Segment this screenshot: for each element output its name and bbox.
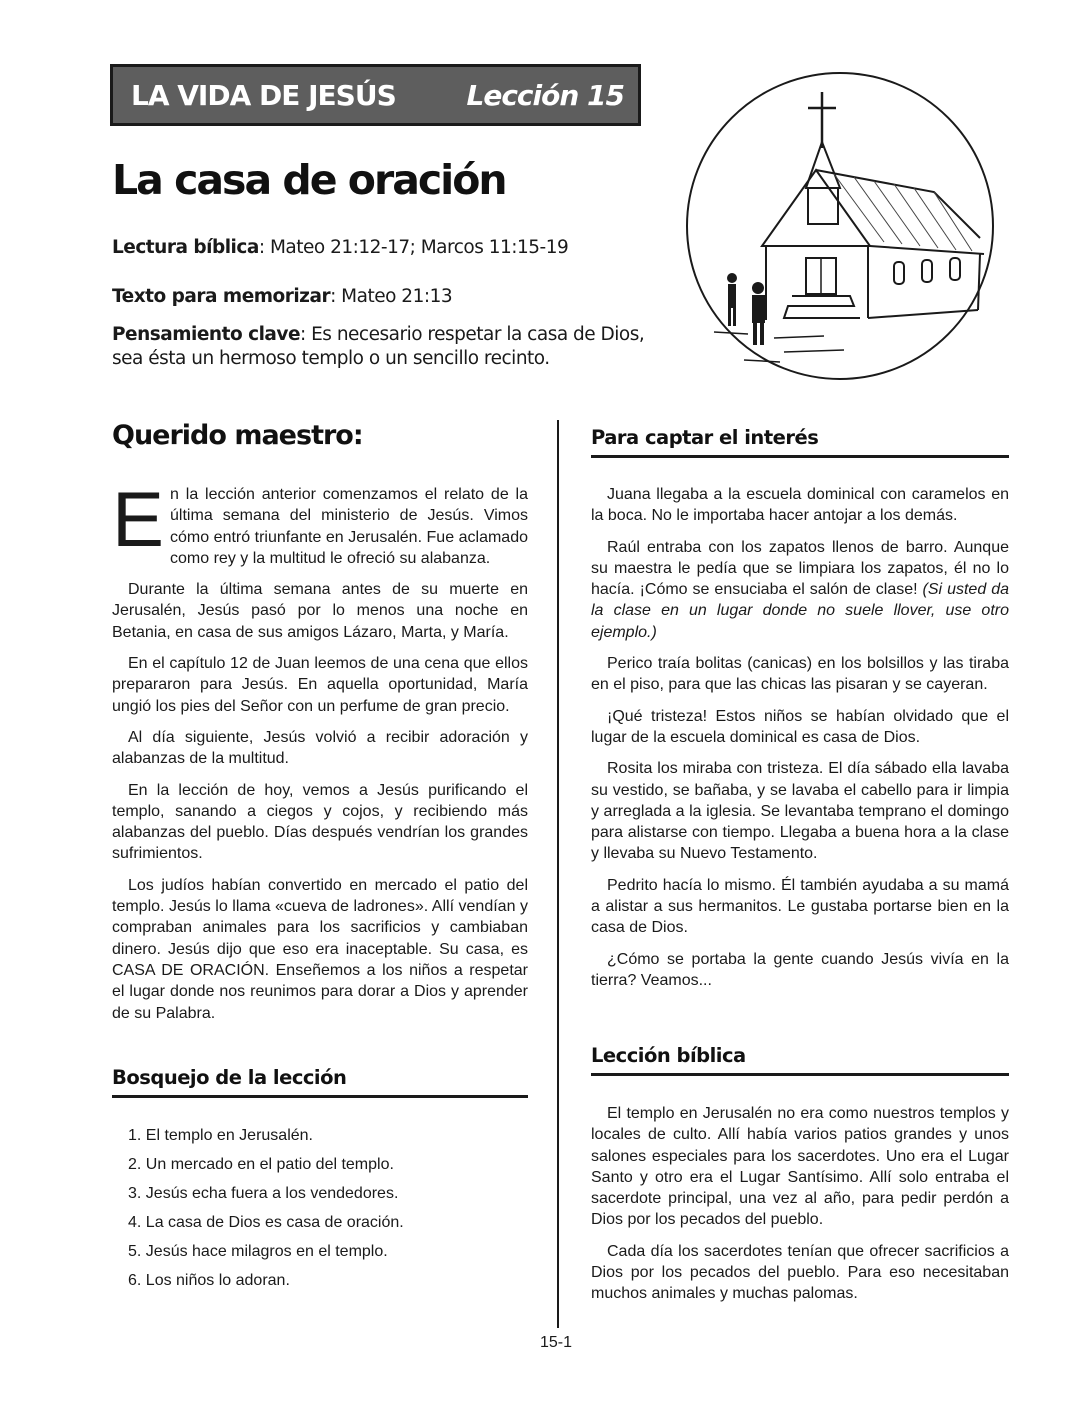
bible-reading-value: : Mateo 21:12-17; Marcos 11:15-19	[258, 237, 569, 258]
teacher-paragraph: Al día siguiente, Jesús volvió a recibir adoración y alabanzas de la multitud.	[112, 728, 528, 768]
memory-text-label: Texto para memorizar	[112, 286, 331, 307]
teacher-paragraph: En el capítulo 12 de Juan leemos de una cena que ellos prepararon para Jesús. En aquella oportunidad, María ungió los pies del Señor con un perfume de gran precio.	[112, 655, 528, 715]
teacher-heading: Querido maestro:	[112, 420, 363, 451]
church-illustration-icon	[684, 70, 996, 382]
interest-paragraph: Raúl entraba con los zapatos llenos de barro. Aunque su maestra le pedía que se limpiara los zapatos, él no lo hacía. ¡Cómo se ensuciaba el salón de clase! (Si usted da la clase en un lugar donde no suele llover, use otro ejemplo.)	[591, 538, 1009, 641]
outline-item: 4. La casa de Dios es casa de oración.	[128, 1214, 404, 1231]
key-thought-label: Pensamiento clave	[112, 324, 300, 345]
outline-item: 1. El templo en Jerusalén.	[128, 1127, 313, 1144]
series-title: LA VIDA DE JESÚS	[131, 78, 396, 112]
drop-cap: E	[112, 475, 165, 563]
teacher-letter	[112, 475, 528, 1034]
key-thought-value: : Es necesario respetar la casa de Dios, sea ésta un hermoso templo o un sencillo recinto.	[112, 324, 645, 369]
teacher-paragraph-1: En la lección anterior comenzamos el relato de la última semana del ministerio de Jesús. Vimos cómo entró triunfante en Jerusalén. Fue aclamado como rey y la multitud le ofreció su alabanza.	[112, 475, 528, 567]
interest-heading: Para captar el interés	[591, 426, 1009, 458]
page-number: 15-1	[540, 1334, 573, 1351]
interest-paragraph: ¡Qué tristeza! Estos niños se habían olvidado que el lugar de la escuela dominical es casa de Dios.	[591, 707, 1009, 746]
outline-item: 3. Jesús echa fuera a los vendedores.	[128, 1185, 399, 1202]
bible-lesson-paragraph: El templo en Jerusalén no era como nuestros templos y locales de culto. Allí había varios patios grandes y unos salones especiales para los sacerdotes. Uno era el Lugar Santo y otro era el Lugar Santísimo. Allí solo entraba el sacerdote principal, una vez al año, para pedir perdón a Dios por los pecados del pueblo.	[591, 1105, 1009, 1229]
outline-item: 5. Jesús hace milagros en el templo.	[128, 1243, 388, 1260]
series-banner	[110, 64, 641, 126]
outline-list	[128, 1124, 404, 1298]
bible-reading-label: Lectura bíblica	[112, 237, 259, 258]
key-thought-line	[112, 323, 652, 371]
memory-text-line	[112, 285, 452, 309]
bible-lesson-paragraph: Cada día los sacerdotes tenían que ofrecer sacrificios a Dios por los pecados del pueblo. Para eso necesitaban muchos animales y muchas palomas.	[591, 1242, 1009, 1303]
interest-paragraph: ¿Cómo se portaba la gente cuando Jesús vivía en la tierra? Veamos...	[591, 950, 1009, 989]
memory-text-value: : Mateo 21:13	[330, 286, 453, 307]
outline-heading: Bosquejo de la lección	[112, 1066, 528, 1098]
lesson-number: Lección 15	[466, 78, 624, 112]
interest-paragraph: Juana llegaba a la escuela dominical con caramelos en la boca. No le importaba hacer antojar a los demás.	[591, 486, 1009, 525]
teacher-paragraph: Los judíos habían convertido en mercado el patio del templo. Jesús lo llama «cueva de ladrones». Allí vendían y compraban animales para los sacrificios y cambiaban dinero. Jesús dijo que eso era inaceptable. Su casa, es CASA DE ORACIÓN. Enseñemos a los niños a respetar el lugar donde nos reunimos para dorar a Dios y aprender de su Palabra.	[112, 876, 528, 1022]
interest-paragraph: Perico traía bolitas (canicas) en los bolsillos y las tiraba en el piso, para que las chicas las pisaran y se cayeran.	[591, 655, 1009, 694]
interest-paragraph: Rosita los miraba con tristeza. El día sábado ella lavaba su vestido, se bañaba, y se lavaba el cabello para ir limpia y arreglada a la iglesia. Se levantaba temprano el domingo para alistarse con tiempo. Llegaba a buena hora a la clase y llevaba su Nuevo Testamento.	[591, 760, 1009, 863]
outline-item: 6. Los niños lo adoran.	[128, 1272, 290, 1289]
interest-paragraph: Pedrito hacía lo mismo. Él también ayudaba a su mamá a alistar a sus hermanitos. Le gustaba portarse bien en la casa de Dios.	[591, 876, 1009, 937]
bible-reading-line	[112, 236, 568, 260]
outline-item: 2. Un mercado en el patio del templo.	[128, 1156, 394, 1173]
page-title: La casa de oración	[112, 156, 506, 204]
teacher-note: (Si usted da la clase en un lugar donde no suele llover, use otro ejemplo.)	[591, 581, 1009, 641]
interest-section	[591, 484, 1009, 1001]
teacher-paragraph: En la lección de hoy, vemos a Jesús purificando el templo, sanando a ciegos y cojos, y recibiendo más alabanzas del pueblo. Días después vendrían los grandes sufrimientos.	[112, 781, 528, 863]
teacher-paragraph: Durante la última semana antes de su muerte en Jerusalén, Jesús pasó por lo menos una noche en Betania, en casa de sus amigos Lázaro, Marta, y María.	[112, 581, 528, 641]
column-divider	[557, 420, 559, 1328]
bible-lesson-section	[591, 1103, 1009, 1315]
bible-lesson-heading: Lección bíblica	[591, 1044, 1009, 1076]
